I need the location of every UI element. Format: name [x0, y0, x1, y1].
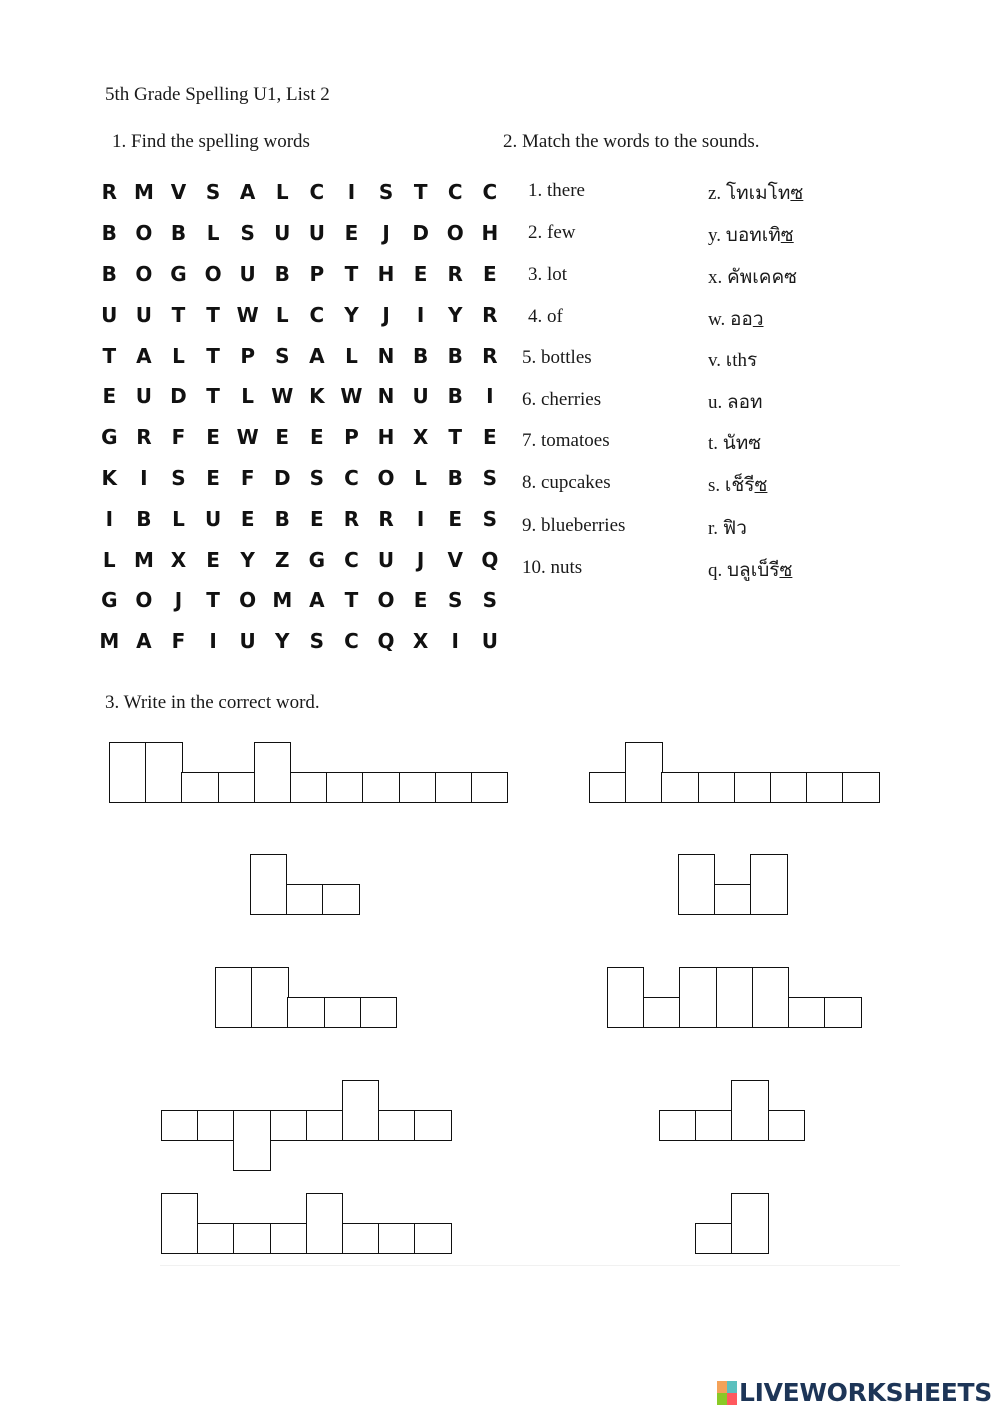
logo-square [727, 1393, 737, 1405]
grid-letter[interactable]: I [105, 506, 114, 531]
grid-letter[interactable]: U [308, 221, 325, 246]
grid-letter[interactable]: O [377, 465, 395, 490]
grid-letter[interactable]: M [133, 547, 154, 572]
grid-letter[interactable]: L [206, 221, 220, 246]
grid-letter[interactable]: S [448, 588, 463, 613]
grid-letter[interactable]: J [174, 588, 183, 613]
grid-letter[interactable]: T [413, 180, 428, 205]
letter-box-short[interactable] [378, 1110, 415, 1141]
grid-letter[interactable]: L [172, 506, 185, 531]
grid-letter[interactable]: E [413, 261, 428, 286]
letter-box-tall[interactable] [109, 742, 146, 803]
letter-box-tall[interactable] [731, 1080, 768, 1141]
letter-box-short[interactable] [270, 1223, 307, 1254]
letter-box-short[interactable] [824, 997, 861, 1028]
grid-letter[interactable]: H [377, 261, 395, 286]
letter-box-short[interactable] [695, 1223, 732, 1254]
letter-box-short[interactable] [322, 884, 359, 915]
grid-letter[interactable]: X [412, 629, 429, 654]
grid-letter[interactable]: S [482, 588, 498, 613]
sound-prefix: y. [708, 225, 726, 246]
letter-box-short[interactable] [806, 772, 843, 803]
sound-underlined: ซ [779, 560, 793, 581]
grid-letter[interactable]: D [412, 221, 429, 246]
grid-letter[interactable]: J [416, 547, 425, 572]
grid-letter[interactable]: A [309, 343, 325, 368]
letter-box-short[interactable] [270, 1110, 307, 1141]
letter-box-short[interactable] [842, 772, 879, 803]
sound-underlined: ว [752, 309, 764, 330]
grid-letter[interactable]: W [236, 302, 259, 327]
grid-letter[interactable]: B [447, 343, 463, 368]
grid-letter[interactable]: B [170, 221, 187, 246]
letter-box-tall[interactable] [254, 742, 291, 803]
grid-letter[interactable]: U [239, 629, 256, 654]
grid-letter[interactable]: B [274, 261, 290, 286]
grid-letter[interactable]: T [344, 261, 359, 286]
grid-letter[interactable]: A [136, 629, 152, 654]
grid-letter[interactable]: L [275, 180, 289, 205]
grid-letter[interactable]: U [101, 302, 118, 327]
grid-letter[interactable]: E [344, 221, 359, 246]
logo-icon [717, 1381, 737, 1405]
letter-box-short[interactable] [695, 1110, 732, 1141]
letter-box-short[interactable] [399, 772, 436, 803]
grid-letter[interactable]: G [308, 547, 326, 572]
letter-box-short[interactable] [661, 772, 698, 803]
logo-square [717, 1381, 727, 1393]
grid-letter[interactable]: S [171, 465, 186, 490]
letter-box-short[interactable] [287, 997, 324, 1028]
grid-letter[interactable]: O [135, 221, 153, 246]
grid-letter[interactable]: Q [377, 629, 395, 654]
match-word[interactable]: 8. cupcakes [522, 472, 611, 493]
grid-letter[interactable]: I [140, 465, 148, 490]
letter-box-tall[interactable] [306, 1193, 343, 1254]
section-3-heading: 3. Write in the correct word. [105, 692, 320, 713]
letter-box-tall[interactable] [607, 967, 644, 1028]
grid-letter[interactable]: S [309, 629, 325, 654]
grid-letter[interactable]: W [236, 425, 259, 450]
grid-letter[interactable]: O [204, 261, 222, 286]
sound-text: เช็รี [724, 475, 755, 496]
letter-box-short[interactable] [233, 1223, 270, 1254]
grid-letter[interactable]: Y [447, 302, 463, 327]
letter-box-short[interactable] [324, 997, 361, 1028]
sound-prefix: q. [708, 560, 727, 581]
letter-box-tall[interactable] [716, 967, 753, 1028]
grid-letter[interactable]: T [206, 343, 220, 368]
logo-text: LIVEWORKSHEETS [738, 1378, 992, 1407]
grid-letter[interactable]: S [378, 180, 394, 205]
grid-letter[interactable]: E [102, 384, 117, 409]
grid-letter[interactable]: Q [481, 547, 499, 572]
letter-box-descender[interactable] [233, 1110, 270, 1171]
grid-letter[interactable]: U [135, 384, 153, 409]
grid-letter[interactable]: L [345, 343, 358, 368]
logo-square [717, 1393, 727, 1405]
letter-box-short[interactable] [197, 1110, 234, 1141]
grid-letter[interactable]: S [482, 465, 498, 490]
sound-prefix: t. [708, 433, 723, 454]
liveworksheets-logo [717, 1378, 992, 1407]
divider [160, 1265, 900, 1266]
grid-letter[interactable]: Y [240, 547, 255, 572]
grid-letter[interactable]: C [344, 629, 359, 654]
sound-underlined: ซ [790, 183, 804, 204]
grid-letter[interactable]: E [482, 261, 497, 286]
grid-letter[interactable]: V [170, 180, 187, 205]
match-word[interactable]: 10. nuts [522, 557, 583, 578]
letter-box-short[interactable] [698, 772, 735, 803]
grid-letter[interactable]: F [171, 629, 186, 654]
grid-letter[interactable]: T [206, 384, 220, 409]
sound-underlined: ซ [780, 225, 794, 246]
grid-letter[interactable]: Y [275, 629, 290, 654]
letter-box-short[interactable] [770, 772, 807, 803]
grid-letter[interactable]: H [377, 425, 395, 450]
grid-letter[interactable]: G [170, 261, 187, 286]
sound-prefix: v. [708, 350, 726, 371]
letter-box-short[interactable] [768, 1110, 805, 1141]
match-word[interactable]: 4. of [528, 306, 563, 327]
letter-box-short[interactable] [286, 884, 323, 915]
grid-letter[interactable]: X [412, 425, 429, 450]
grid-letter[interactable]: S [205, 180, 221, 205]
grid-letter[interactable]: B [136, 506, 152, 531]
grid-letter[interactable]: O [377, 588, 395, 613]
sound-text: เthร [725, 350, 758, 371]
grid-letter[interactable]: L [275, 302, 289, 327]
match-word[interactable]: 5. bottles [522, 347, 592, 368]
grid-letter[interactable]: A [136, 343, 152, 368]
letter-box-tall[interactable] [678, 854, 715, 915]
letter-box-tall[interactable] [625, 742, 662, 803]
letter-box-short[interactable] [643, 997, 680, 1028]
grid-letter[interactable]: G [101, 425, 118, 450]
letter-box-tall[interactable] [161, 1193, 198, 1254]
grid-letter[interactable]: C [309, 302, 325, 327]
sound-prefix: u. [708, 392, 727, 413]
sound-prefix: r. [708, 518, 723, 539]
grid-letter[interactable]: M [133, 180, 154, 205]
letter-box-short[interactable] [218, 772, 255, 803]
grid-letter[interactable]: E [413, 588, 428, 613]
grid-letter[interactable]: J [382, 221, 390, 246]
letter-box-short[interactable] [181, 772, 218, 803]
grid-letter[interactable]: T [102, 343, 117, 368]
section-2-heading: 2. Match the words to the sounds. [503, 131, 760, 152]
grid-letter[interactable]: B [101, 261, 117, 286]
grid-letter[interactable]: C [447, 180, 463, 205]
grid-letter[interactable]: R [482, 302, 498, 327]
grid-letter[interactable]: J [382, 302, 390, 327]
grid-letter[interactable]: S [309, 465, 325, 490]
grid-letter[interactable]: F [171, 425, 186, 450]
letter-box-short[interactable] [362, 772, 399, 803]
grid-letter[interactable]: D [273, 465, 291, 490]
sound-text: ลอท [727, 392, 763, 413]
grid-letter[interactable]: I [416, 302, 425, 327]
grid-letter[interactable]: L [414, 465, 428, 490]
grid-letter[interactable]: E [482, 425, 497, 450]
sound-text: นัทซ [722, 433, 762, 454]
letter-box-tall[interactable] [750, 854, 787, 915]
grid-letter[interactable]: T [171, 302, 186, 327]
grid-letter[interactable]: E [206, 465, 220, 490]
grid-letter[interactable]: U [274, 221, 291, 246]
grid-letter[interactable]: U [135, 302, 153, 327]
match-word[interactable]: 1. there [528, 180, 585, 201]
grid-letter[interactable]: N [377, 384, 395, 409]
grid-letter[interactable]: B [447, 384, 463, 409]
grid-letter[interactable]: R [101, 180, 117, 205]
sound-text: บลูเบ็รี [727, 560, 780, 581]
letter-box-tall[interactable] [679, 967, 716, 1028]
grid-letter[interactable]: B [447, 465, 463, 490]
grid-letter[interactable]: T [344, 588, 359, 613]
grid-letter[interactable]: A [309, 588, 325, 613]
letter-box-tall[interactable] [342, 1080, 379, 1141]
grid-letter[interactable]: C [309, 180, 325, 205]
grid-letter[interactable]: E [206, 425, 220, 450]
letter-box-short[interactable] [788, 997, 825, 1028]
sound-prefix: z. [708, 183, 726, 204]
grid-letter[interactable]: E [206, 547, 220, 572]
grid-letter[interactable]: U [204, 506, 222, 531]
letter-box-short[interactable] [306, 1110, 343, 1141]
letter-box-tall[interactable] [752, 967, 789, 1028]
grid-letter[interactable]: L [102, 547, 116, 572]
letter-box-short[interactable] [197, 1223, 234, 1254]
grid-letter[interactable]: C [482, 180, 498, 205]
match-word[interactable]: 9. blueberries [522, 515, 626, 536]
sound-prefix: s. [708, 475, 725, 496]
grid-letter[interactable]: R [136, 425, 152, 450]
grid-letter[interactable]: K [101, 465, 118, 490]
sound-text: ฟิว [722, 518, 747, 539]
grid-letter[interactable]: D [170, 384, 187, 409]
sound-underlined: ซ [754, 475, 768, 496]
grid-letter[interactable]: I [451, 629, 459, 654]
grid-letter[interactable]: M [99, 629, 120, 654]
logo-square [727, 1381, 737, 1393]
grid-letter[interactable]: U [481, 629, 498, 654]
grid-letter[interactable]: E [310, 425, 324, 450]
grid-letter[interactable]: U [412, 384, 429, 409]
grid-letter[interactable]: P [240, 343, 255, 368]
grid-letter[interactable]: O [446, 221, 464, 246]
match-word[interactable]: 3. lot [528, 264, 568, 285]
grid-letter[interactable]: I [486, 384, 494, 409]
grid-letter[interactable]: S [482, 506, 498, 531]
grid-letter[interactable]: U [377, 547, 395, 572]
letter-box-short[interactable] [589, 772, 626, 803]
grid-letter[interactable]: F [240, 465, 255, 490]
letter-box-short[interactable] [360, 997, 397, 1028]
grid-letter[interactable]: O [239, 588, 257, 613]
grid-letter[interactable]: A [239, 180, 256, 205]
sound-prefix: w. [708, 309, 730, 330]
section-1-heading: 1. Find the spelling words [112, 131, 310, 152]
grid-letter[interactable]: B [274, 506, 290, 531]
letter-box-tall[interactable] [215, 967, 252, 1028]
letter-box-short[interactable] [414, 1223, 451, 1254]
match-word[interactable]: 2. few [528, 222, 576, 243]
sound-text: โทเมโท [725, 183, 791, 204]
grid-letter[interactable]: C [344, 547, 359, 572]
grid-letter[interactable]: E [448, 506, 463, 531]
grid-letter[interactable]: W [271, 384, 294, 409]
grid-letter[interactable]: O [135, 588, 153, 613]
grid-letter[interactable]: I [347, 180, 356, 205]
grid-letter[interactable]: P [344, 425, 359, 450]
grid-letter[interactable]: R [447, 261, 463, 286]
grid-letter[interactable]: P [309, 261, 325, 286]
grid-letter[interactable]: I [416, 506, 425, 531]
letter-box-short[interactable] [161, 1110, 198, 1141]
grid-letter[interactable]: E [275, 425, 290, 450]
grid-letter[interactable]: O [135, 261, 153, 286]
grid-letter[interactable]: L [241, 384, 255, 409]
letter-box-short[interactable] [659, 1110, 696, 1141]
sound-prefix: x. [708, 267, 727, 288]
match-word[interactable]: 7. tomatoes [522, 430, 610, 451]
grid-letter[interactable]: B [101, 221, 117, 246]
grid-letter[interactable]: S [275, 343, 290, 368]
letter-box-short[interactable] [290, 772, 327, 803]
sound-text: คัพเคคซ [727, 267, 798, 288]
grid-letter[interactable]: R [378, 506, 394, 531]
grid-letter[interactable]: R [343, 506, 360, 531]
page-title: 5th Grade Spelling U1, List 2 [105, 84, 330, 105]
letter-box-short[interactable] [326, 772, 363, 803]
grid-letter[interactable]: K [309, 384, 325, 409]
grid-letter[interactable]: T [206, 588, 220, 613]
letter-box-short[interactable] [342, 1223, 379, 1254]
letter-box-tall[interactable] [145, 742, 182, 803]
letter-box-tall[interactable] [250, 854, 287, 915]
grid-letter[interactable]: T [448, 425, 463, 450]
grid-letter[interactable]: G [101, 588, 118, 613]
match-word[interactable]: 6. cherries [522, 389, 602, 410]
grid-letter[interactable]: V [447, 547, 463, 572]
grid-letter[interactable]: X [170, 547, 187, 572]
grid-letter[interactable]: I [209, 629, 217, 654]
letter-box-short[interactable] [734, 772, 771, 803]
grid-letter[interactable]: H [481, 221, 499, 246]
letter-box-short[interactable] [714, 884, 751, 915]
sound-text: บอทเทิ [725, 225, 781, 246]
grid-letter[interactable]: W [340, 384, 363, 409]
sound-text: ออ [730, 309, 753, 330]
grid-letter[interactable]: T [206, 302, 220, 327]
grid-letter[interactable]: R [482, 343, 498, 368]
grid-letter[interactable]: Y [344, 302, 359, 327]
letter-box-short[interactable] [414, 1110, 451, 1141]
letter-box-short[interactable] [378, 1223, 415, 1254]
letter-box-tall[interactable] [731, 1193, 768, 1254]
grid-letter[interactable]: Z [275, 547, 290, 572]
grid-letter[interactable]: E [240, 506, 255, 531]
grid-letter[interactable]: C [344, 465, 359, 490]
letter-box-tall[interactable] [251, 967, 288, 1028]
letter-box-short[interactable] [471, 772, 508, 803]
grid-letter[interactable]: U [239, 261, 256, 286]
grid-letter[interactable]: B [413, 343, 429, 368]
grid-letter[interactable]: E [310, 506, 324, 531]
grid-letter[interactable]: L [172, 343, 185, 368]
grid-letter[interactable]: N [377, 343, 395, 368]
letter-box-short[interactable] [435, 772, 472, 803]
grid-letter[interactable]: M [272, 588, 293, 613]
grid-letter[interactable]: S [240, 221, 255, 246]
